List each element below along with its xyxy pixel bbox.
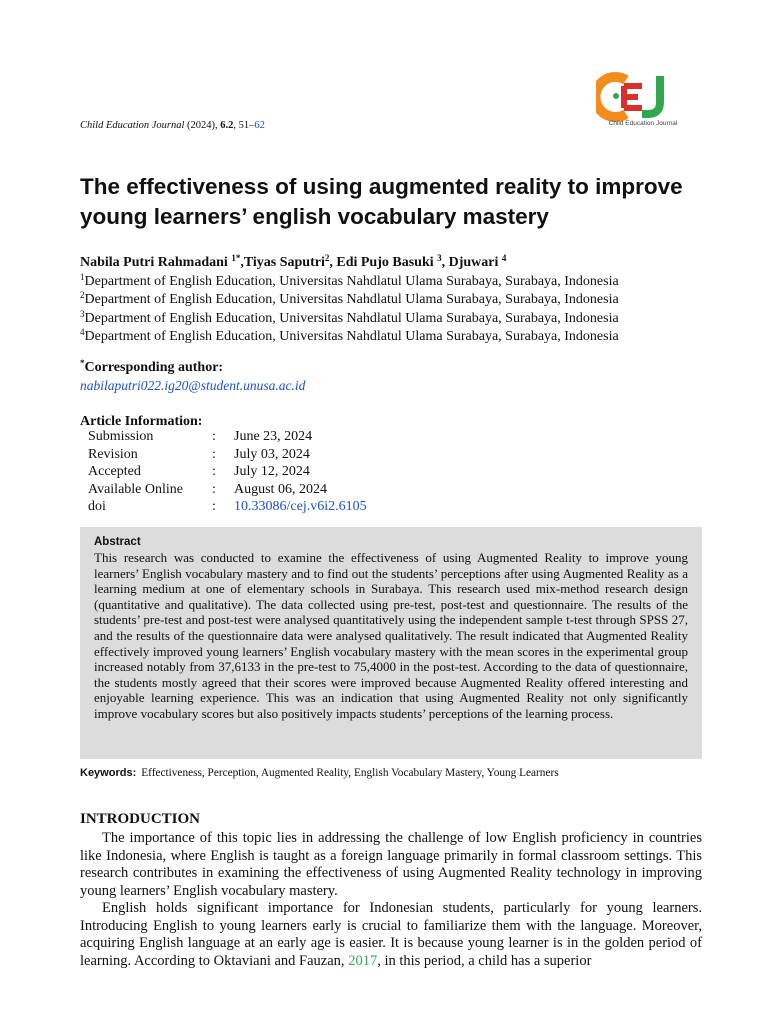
article-info-table — [88, 428, 367, 516]
journal-year: (2024), — [187, 120, 218, 131]
doi-link[interactable]: 10.33086/cej.v6i2.6105 — [234, 499, 367, 515]
journal-name: Child Education Journal — [80, 120, 185, 131]
info-sep: : — [212, 446, 216, 462]
author-name: Nabila Putri Rahmadani — [80, 255, 228, 270]
affiliation-item — [80, 328, 619, 346]
journal-pages-end-link[interactable]: 62 — [254, 120, 265, 131]
affiliation-sup: 1 — [80, 272, 85, 282]
author-sup: 3 — [437, 253, 442, 263]
author-sup: 2 — [324, 253, 330, 263]
intro-p2-text: English holds significant importance for Indonesian students, particularly for young learners. Introducing English to young learners early is crucial to familiarize them with the language. Moreover, acquiring English language at an early age is easier. It is because young learner is in the golden period of learning. According to Oktaviani and Fauzan, — [80, 900, 702, 969]
article-info-row — [88, 481, 367, 499]
affiliation-item — [80, 291, 619, 309]
keywords-label: Keywords: — [80, 767, 137, 779]
article-info-row — [88, 446, 367, 464]
introduction-body — [80, 830, 702, 970]
intro-paragraph-1: The importance of this topic lies in addressing the challenge of low English proficiency in countries like Indonesia, where English is taught as a foreign language primarily in formal classroom settings. This research contributes in examining the effectiveness of using Augmented Reality technology in improving young learners’ English vocabulary mastery. — [80, 830, 702, 899]
corresponding-email-link[interactable]: nabilaputri022.ig20@student.unusa.ac.id — [80, 378, 306, 393]
info-sep: : — [212, 464, 216, 480]
journal-pages-start: , 51– — [233, 120, 255, 131]
abstract-box — [80, 527, 702, 759]
article-info-heading: Article Information: — [80, 414, 203, 429]
abstract-heading: Abstract — [94, 536, 141, 548]
info-label: doi — [88, 499, 106, 515]
author-name: , Djuwari — [441, 255, 499, 270]
affiliation-sup: 3 — [80, 308, 85, 319]
intro-p2-text-end: , in this period, a child has a superior — [377, 952, 592, 969]
affiliation-text: Department of English Education, Universitas Nahdlatul Ulama Surabaya, Surabaya, Indonesia — [84, 310, 619, 326]
author-list — [80, 255, 506, 271]
info-sep: : — [212, 481, 216, 497]
article-info-row — [88, 498, 367, 516]
cej-logo-icon — [596, 68, 688, 124]
affiliation-text: Department of English Education, Universitas Nahdlatul Ulama Surabaya, Surabaya, Indonesia — [84, 328, 619, 344]
logo-caption: Child Education Journal — [608, 120, 678, 127]
info-label: Accepted — [88, 464, 141, 480]
introduction-heading: INTRODUCTION — [80, 811, 201, 827]
corresponding-star: * — [80, 358, 85, 368]
paper-title: The effectiveness of using augmented reality to improve young learners’ english vocabulary mastery — [80, 174, 683, 229]
info-value: July 12, 2024 — [234, 464, 310, 480]
affiliation-item — [80, 310, 619, 328]
intro-paragraph-2 — [80, 900, 702, 970]
affiliation-list — [80, 273, 619, 346]
info-label: Submission — [88, 429, 154, 444]
abstract-text: This research was conducted to examine the effectiveness of using Augmented Reality to improve young learners’ English vocabulary mastery and to find out the students’ perceptions after using Augmented Reality as a learning medium at one of elementary schools in Surabaya. This research used mix-method research design (quantitative and qualitative). The data collected using pre-test, post-test and questionnaire. The results of the students’ pre-test and post-test were analysed quantitatively using the independent sample t-test through SPSS 27, and the results of the questionnaire data were analysed qualitatively. The result indicated that Augmented Reality effectively improved young learners’ English vocabulary mastery with the mean scores in the experimental group increased notably from 37,6133 in the pre-test to 75,4000 in the post-test. According to the data of questionnaire, the students mostly agreed that their scores were improved because Augmented Reality offered interesting and enjoyable learning experience. This was an indication that using Augmented Reality not only significantly improve vocabulary scores but also positively impacts students’ perceptions of the learning process. — [94, 550, 688, 721]
article-info-row — [88, 463, 367, 481]
info-value: July 03, 2024 — [234, 446, 310, 462]
info-label: Available Online — [88, 481, 183, 497]
info-sep: : — [212, 499, 216, 515]
corresponding-author-label — [80, 360, 223, 376]
info-sep: : — [212, 429, 216, 444]
info-label: Revision — [88, 446, 138, 462]
keywords — [80, 767, 559, 779]
keywords-text: Effectiveness, Perception, Augmented Reality, English Vocabulary Mastery, Young Learners — [141, 767, 559, 779]
affiliation-sup: 4 — [80, 326, 85, 337]
corresponding-label-text: Corresponding author: — [84, 360, 224, 375]
article-info-row — [88, 428, 367, 446]
affiliation-text: Department of English Education, Universitas Nahdlatul Ulama Surabaya, Surabaya, Indonesia — [84, 274, 619, 289]
journal-volume: 6.2 — [220, 120, 234, 131]
affiliation-sup: 2 — [80, 290, 85, 301]
info-value: June 23, 2024 — [234, 429, 313, 444]
citation-link[interactable]: 2017 — [348, 952, 378, 969]
journal-citation — [80, 120, 265, 131]
author-sup: 1* — [231, 253, 241, 263]
affiliation-item — [80, 273, 619, 291]
info-value: August 06, 2024 — [234, 481, 327, 497]
author-sup: 4 — [501, 253, 507, 263]
author-name: ,Tiyas Saputri — [240, 255, 325, 270]
affiliation-text: Department of English Education, Universitas Nahdlatul Ulama Surabaya, Surabaya, Indonesia — [84, 292, 619, 308]
author-name: , Edi Pujo Basuki — [329, 255, 434, 270]
